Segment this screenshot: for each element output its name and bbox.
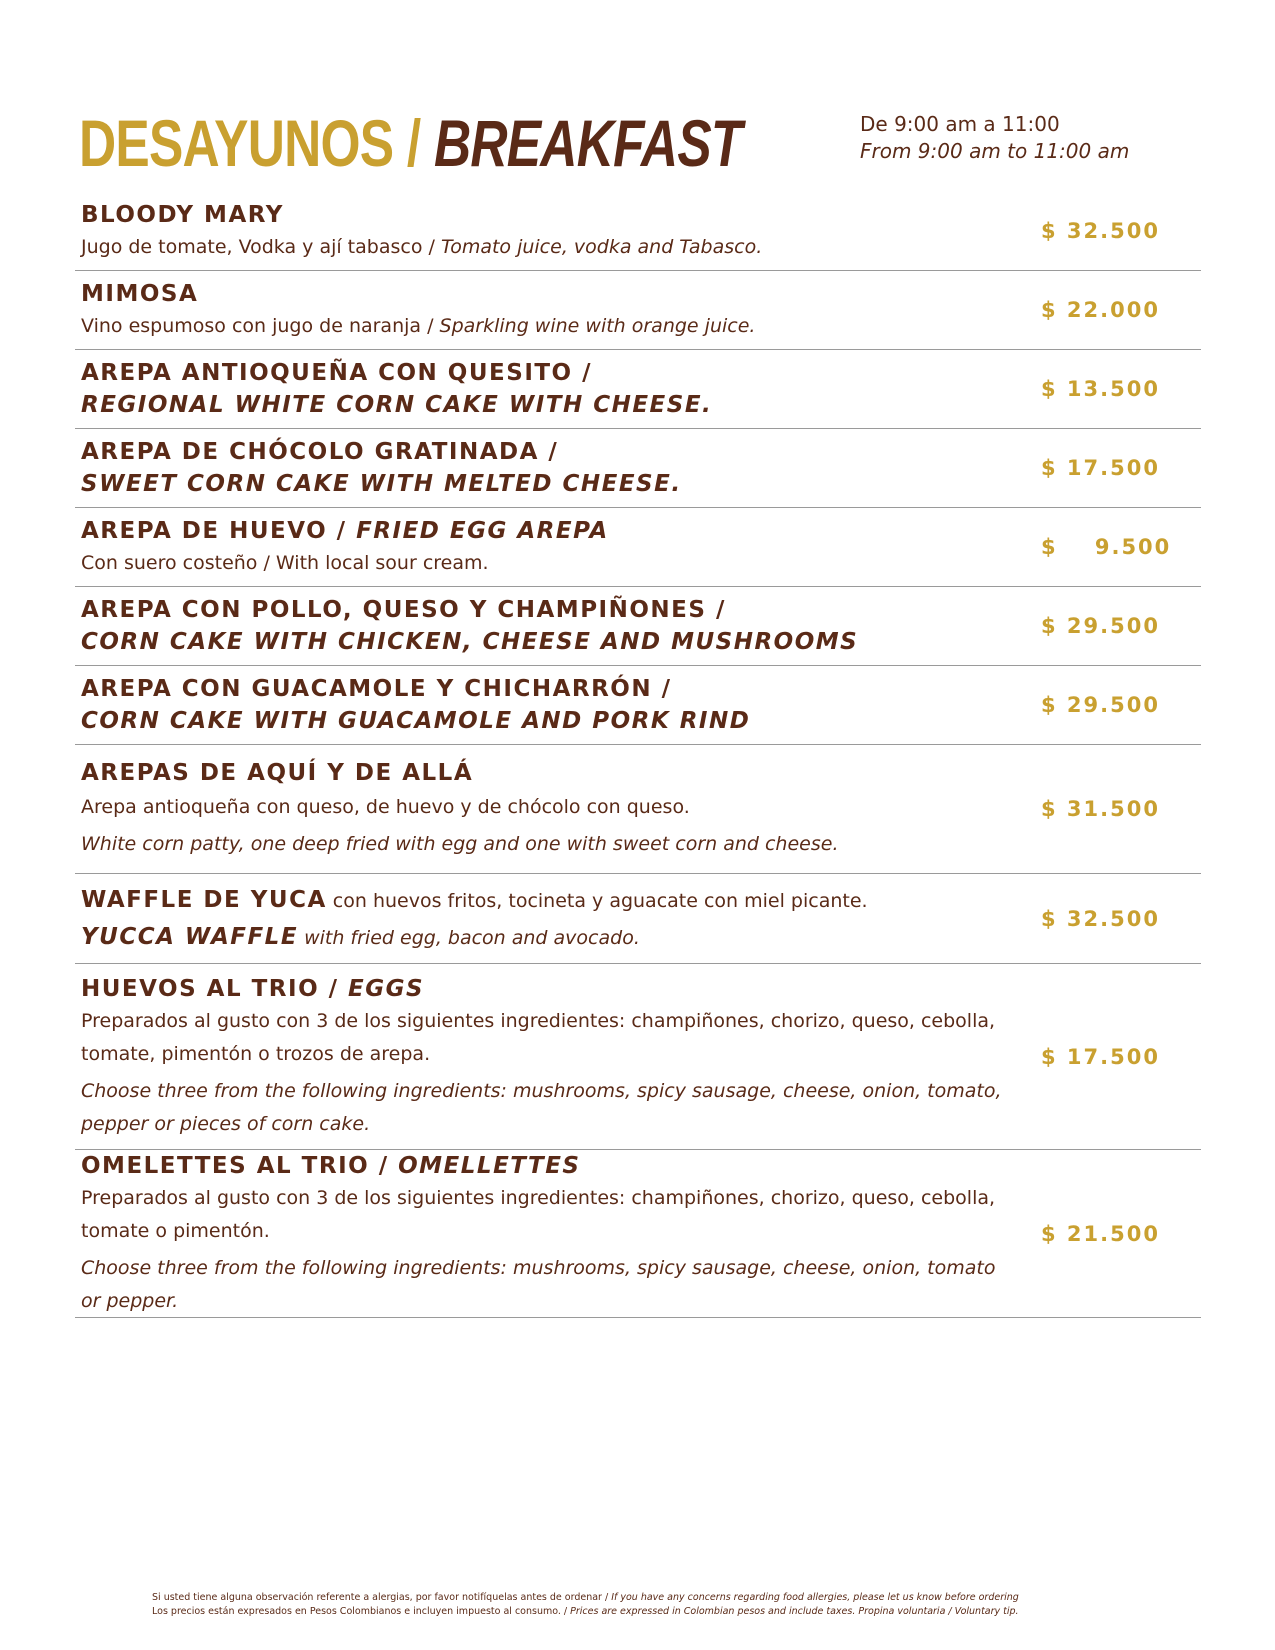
item-description-english: Choose three from the following ingredients: mushrooms, spicy sausage, cheese, onion, tomato or pepper.	[81, 1256, 996, 1312]
item-name: HUEVOS AL TRIO / EGGS	[81, 975, 425, 1002]
menu-list	[75, 192, 1201, 1318]
item-name: MIMOSA	[81, 280, 199, 307]
service-hours	[860, 111, 1129, 165]
item-name-english: REGIONAL WHITE CORN CAKE WITH CHEESE.	[81, 392, 713, 418]
item-price: $ 9.500	[1041, 535, 1172, 559]
title-separator: /	[406, 106, 421, 180]
item-name-english: CORN CAKE WITH GUACAMOLE AND PORK RIND	[81, 708, 751, 734]
item-price: $ 32.500	[1041, 906, 1160, 931]
item-name: AREPAS DE AQUÍ Y DE ALLÁ	[81, 760, 474, 786]
item-name-english: SWEET CORN CAKE WITH MELTED CHEESE.	[81, 471, 682, 497]
item-price: $ 22.000	[1041, 298, 1160, 322]
menu-item-bloody-mary	[75, 192, 1201, 271]
hours-spanish: De 9:00 am a 11:00	[860, 112, 1060, 136]
menu-item-arepas-aqui-alla	[75, 745, 1201, 874]
item-name-english: CORN CAKE WITH CHICKEN, CHEESE AND MUSHROOMS	[81, 629, 859, 655]
item-price: $ 32.500	[1041, 219, 1160, 243]
item-description: Jugo de tomate, Vodka y ají tabasco / Tomato juice, vodka and Tabasco.	[81, 235, 763, 258]
menu-item-omelettes-trio	[75, 1150, 1201, 1318]
item-name: AREPA CON GUACAMOLE Y CHICHARRÓN /	[81, 676, 672, 702]
item-description: Preparados al gusto con 3 de los siguientes ingredientes: champiñones, chorizo, queso, cebolla, tomate, pimentón o trozos de arepa.	[81, 1009, 996, 1065]
menu-item-waffle-yuca	[75, 874, 1201, 964]
menu-header	[79, 103, 1199, 183]
item-name: AREPA ANTIOQUEÑA CON QUESITO /	[81, 360, 593, 386]
allergy-note: Si usted tiene alguna observación referente a alergias, por favor notifíquelas antes de ordenar / If you have any concerns regarding food allergies, please let us know before ordering	[152, 1592, 1019, 1603]
item-name: OMELETTES AL TRIO / OMELLETTES	[81, 1152, 581, 1179]
menu-item-arepa-guacamole	[75, 666, 1201, 745]
item-price: $ 29.500	[1041, 614, 1160, 638]
menu-item-arepa-chocolo	[75, 429, 1201, 508]
item-price: $ 29.500	[1041, 693, 1160, 717]
hours-english: From 9:00 am to 11:00 am	[860, 139, 1130, 163]
item-name: AREPA DE HUEVO / FRIED EGG AREPA	[81, 517, 609, 544]
item-name: AREPA CON POLLO, QUESO Y CHAMPIÑONES /	[81, 597, 726, 623]
item-price: $ 17.500	[1041, 456, 1160, 480]
item-name: WAFFLE DE YUCA con huevos fritos, tocineta y aguacate con miel picante.	[81, 886, 868, 913]
item-price: $ 31.500	[1041, 797, 1160, 821]
price-note: Los precios están expresados en Pesos Colombianos e incluyen impuesto al consumo. / Prices are expressed in Colombian pesos and include taxes. Propina voluntaria / Voluntary tip.	[152, 1606, 1019, 1617]
item-description-english: Choose three from the following ingredients: mushrooms, spicy sausage, cheese, onion, tomato, pepper or pieces of corn cake.	[81, 1079, 1002, 1135]
menu-item-arepa-huevo	[75, 508, 1201, 587]
footer-notes	[152, 1591, 1152, 1619]
item-description: Vino espumoso con jugo de naranja / Sparkling wine with orange juice.	[81, 314, 756, 337]
item-description-english: White corn patty, one deep fried with egg and one with sweet corn and cheese.	[81, 833, 839, 855]
item-name: BLOODY MARY	[81, 201, 284, 228]
item-name-english: YUCCA WAFFLE with fried egg, bacon and avocado.	[81, 923, 640, 950]
menu-item-arepa-antioquena	[75, 350, 1201, 429]
item-price: $ 13.500	[1041, 377, 1160, 401]
title-spanish: DESAYUNOS	[79, 106, 394, 180]
item-description: Preparados al gusto con 3 de los siguientes ingredientes: champiñones, chorizo, queso, cebolla, tomate o pimentón.	[81, 1186, 996, 1242]
item-price: $ 21.500	[1041, 1221, 1160, 1246]
page-title	[79, 103, 742, 183]
title-english: BREAKFAST	[433, 106, 742, 180]
item-name: AREPA DE CHÓCOLO GRATINADA /	[81, 439, 559, 465]
menu-item-mimosa	[75, 271, 1201, 350]
item-description: Arepa antioqueña con queso, de huevo y de chócolo con queso.	[81, 796, 690, 818]
item-description: Con suero costeño / With local sour cream.	[81, 551, 489, 574]
menu-item-huevos-trio	[75, 964, 1201, 1150]
item-price: $ 17.500	[1041, 1044, 1160, 1069]
menu-item-arepa-pollo	[75, 587, 1201, 666]
